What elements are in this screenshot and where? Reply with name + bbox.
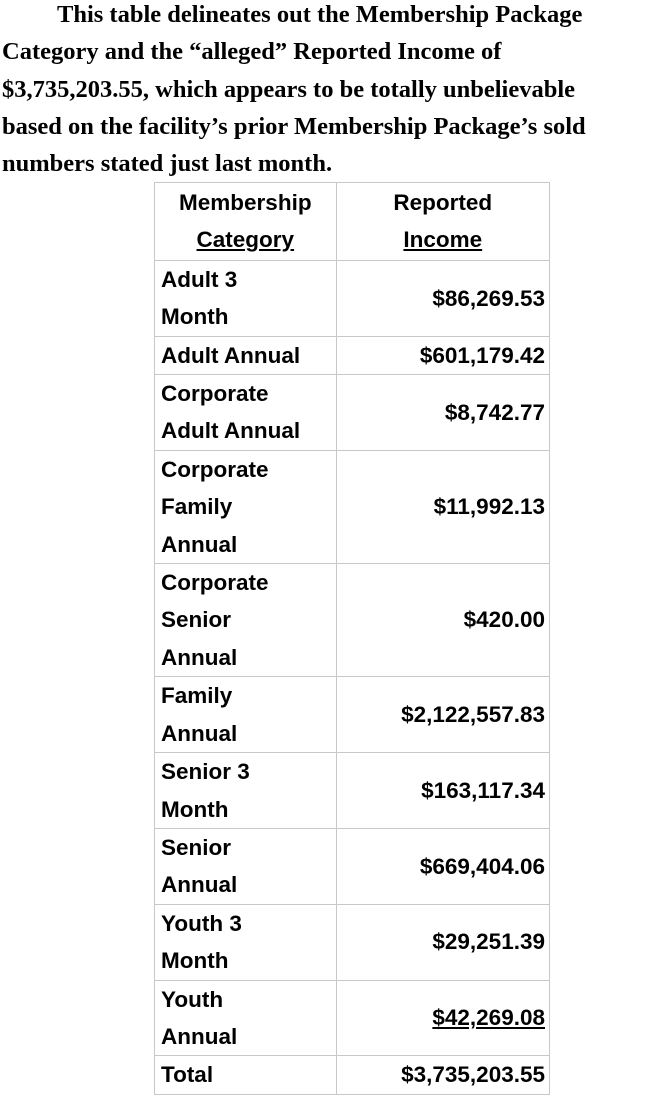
category-line: Youth (161, 986, 224, 1012)
income-cell: $420.00 (336, 564, 549, 677)
category-line: Annual (161, 644, 238, 670)
income-cell: $669,404.06 (336, 828, 549, 904)
category-line: Adult 3 (161, 266, 238, 292)
intro-paragraph (2, 0, 646, 182)
intro-line: based on the facility’s prior Membership Package’s sold (2, 112, 586, 140)
header-category-line1: Membership (179, 190, 312, 215)
category-line: Annual (161, 720, 238, 746)
header-category (155, 183, 337, 261)
category-line: Annual (161, 531, 238, 557)
category-line: Corporate (161, 570, 269, 596)
category-line: Adult Annual (161, 418, 301, 444)
intro-line: numbers stated just last month. (2, 150, 333, 178)
income-cell (336, 980, 549, 1056)
category-line: Corporate (161, 381, 269, 407)
income-cell: $11,992.13 (336, 450, 549, 563)
table-header-row (155, 183, 550, 261)
income-cell: $601,179.42 (336, 336, 549, 374)
table-row (155, 904, 550, 980)
income-cell: $2,122,557.83 (336, 677, 549, 753)
income-cell: $8,742.77 (336, 375, 549, 451)
category-cell (155, 375, 337, 451)
header-category-line2: Category (196, 227, 295, 253)
header-income (336, 183, 549, 261)
category-line: Family (161, 494, 233, 520)
category-line: Month (161, 304, 229, 330)
category-line: Corporate (161, 456, 269, 482)
total-label: Total (155, 1056, 337, 1094)
intro-line: $3,735,203.55, which appears to be totally unbelievable (2, 75, 576, 103)
header-income-line1: Reported (393, 190, 493, 215)
table-body (155, 260, 550, 1094)
table-row (155, 375, 550, 451)
table-row (155, 980, 550, 1056)
income-cell: $163,117.34 (336, 753, 549, 829)
membership-income-table (154, 182, 550, 1095)
category-line: Senior (161, 607, 232, 633)
category-line: Month (161, 948, 229, 974)
category-cell (155, 677, 337, 753)
total-income: $3,735,203.55 (336, 1056, 549, 1094)
category-line: Adult Annual (161, 342, 301, 368)
category-line: Month (161, 796, 229, 822)
intro-line: This table delineates out the Membership Package (57, 1, 583, 28)
category-line: Youth 3 (161, 910, 242, 936)
table-row (155, 450, 550, 563)
category-cell (155, 828, 337, 904)
intro-line: Category and the “alleged” Reported Income of (2, 38, 502, 66)
header-income-line2: Income (403, 227, 483, 253)
table-row (155, 260, 550, 336)
category-cell (155, 980, 337, 1056)
table-row (155, 677, 550, 753)
category-line: Senior (161, 834, 232, 860)
category-cell (155, 336, 337, 374)
income-cell: $86,269.53 (336, 260, 549, 336)
table-row (155, 753, 550, 829)
table-row (155, 564, 550, 677)
category-cell (155, 260, 337, 336)
category-line: Family (161, 683, 233, 709)
table-row (155, 828, 550, 904)
category-cell (155, 450, 337, 563)
category-line: Annual (161, 872, 238, 898)
total-row (155, 1056, 550, 1094)
category-cell (155, 753, 337, 829)
table-row (155, 336, 550, 374)
category-cell (155, 564, 337, 677)
category-line: Annual (161, 1023, 238, 1049)
category-cell (155, 904, 337, 980)
income-value-underlined: $42,269.08 (432, 1005, 545, 1031)
category-line: Senior 3 (161, 759, 250, 785)
income-cell: $29,251.39 (336, 904, 549, 980)
